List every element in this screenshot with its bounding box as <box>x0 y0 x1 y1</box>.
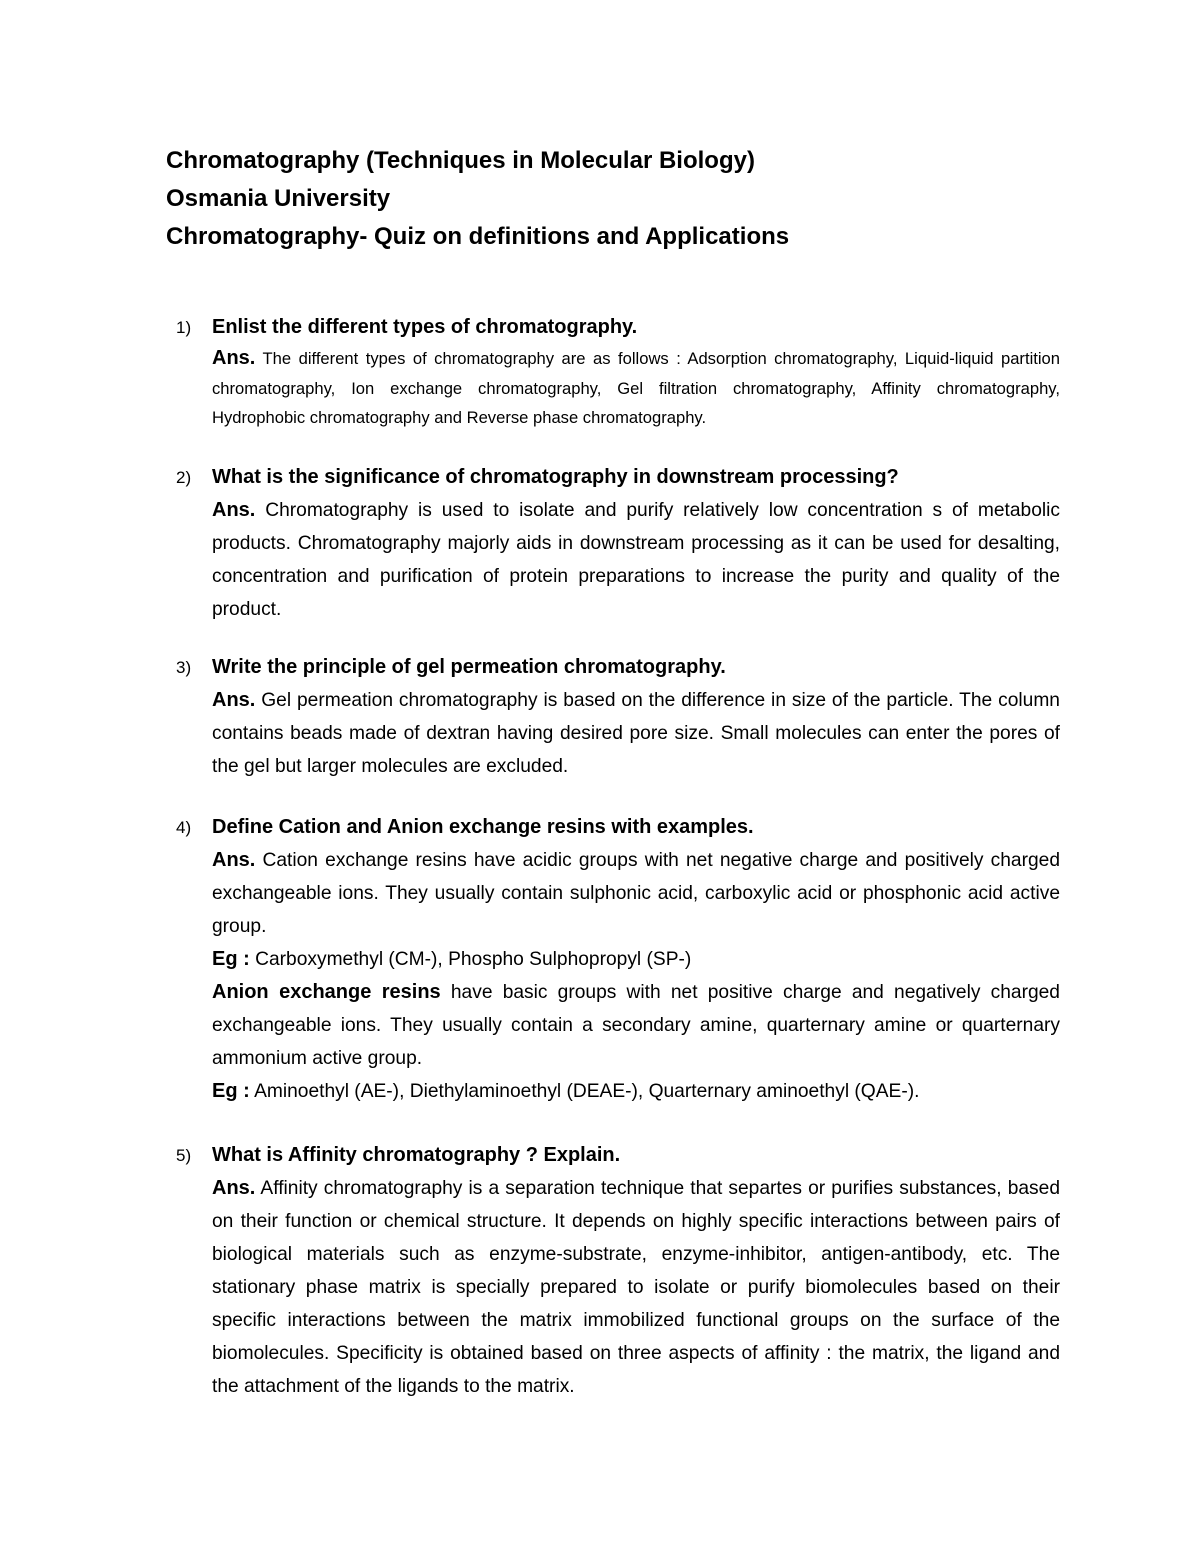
answer-text <box>166 494 1060 626</box>
quiz-subtitle: Chromatography- Quiz on definitions and Applications <box>166 223 790 250</box>
answer-body: Cation exchange resins have acidic groups with net negative charge and positively charged exchangeable ions. They usually contain sulphonic acid, carboxylic acid or phosphonic acid active group. <box>212 850 1060 937</box>
anion-example <box>212 1075 1060 1108</box>
question-number: 2) <box>176 468 192 487</box>
question-heading <box>166 461 1060 494</box>
question-heading <box>166 811 1060 844</box>
question-number: 3) <box>176 658 192 677</box>
answer-text <box>166 844 1060 1108</box>
answer-label: Ans. <box>212 499 256 521</box>
answer-label: Ans. <box>212 347 256 369</box>
answer-body: Gel permeation chromatography is based on the difference in size of the particle. The column contains beads made of dextran having desired pore size. Small molecules can enter the pores of the gel but larger molecules are excluded. <box>212 690 1060 777</box>
question-title: What is Affinity chromatography ? Explain. <box>212 1144 621 1166</box>
cation-example <box>212 943 1060 976</box>
question-1 <box>166 311 1060 433</box>
question-2 <box>166 461 1060 626</box>
question-5 <box>166 1139 1060 1403</box>
answer-text <box>166 1172 1060 1403</box>
question-number: 5) <box>176 1146 192 1165</box>
answer-text <box>166 684 1060 783</box>
question-4 <box>166 811 1060 1108</box>
anion-paragraph <box>212 976 1060 1075</box>
university-name: Osmania University <box>166 185 391 212</box>
question-heading <box>166 651 1060 684</box>
question-heading <box>166 311 1060 344</box>
question-heading <box>166 1139 1060 1172</box>
example-body: Aminoethyl (AE-), Diethylaminoethyl (DEAE-), Quarternary aminoethyl (QAE-). <box>254 1081 920 1102</box>
question-number: 4) <box>176 818 192 837</box>
answer-label: Ans. <box>212 849 256 871</box>
answer-label: Ans. <box>212 689 256 711</box>
answer-text <box>166 344 1060 433</box>
anion-term: Anion exchange resins <box>212 981 441 1003</box>
example-body: Carboxymethyl (CM-), Phospho Sulphopropyl (SP-) <box>255 949 692 970</box>
answer-body: Chromatography is used to isolate and purify relatively low concentration s of metabolic products. Chromatography majorly aids in downstream processing as it can be used for desalting, concentration and purification of protein preparations to increase the purity and quality of the product. <box>212 500 1060 620</box>
question-title: What is the significance of chromatography in downstream processing? <box>212 466 899 488</box>
question-title: Define Cation and Anion exchange resins with examples. <box>212 816 754 838</box>
answer-body: Affinity chromatography is a separation technique that separtes or purifies substances, based on their function or chemical structure. It depends on highly specific interactions between pairs of biological materials such as enzyme-substrate, enzyme-inhibitor, antigen-antibody, etc. The stationary phase matrix is specially prepared to isolate or purify biomolecules based on their specific interactions between the matrix immobilized functional groups on the surface of the biomolecules. Specificity is obtained based on three aspects of affinity : the matrix, the ligand and the attachment of the ligands to the matrix. <box>212 1178 1060 1397</box>
document-header <box>166 142 1066 256</box>
example-label: Eg : <box>212 1080 250 1102</box>
question-number: 1) <box>176 318 192 337</box>
cation-paragraph <box>212 844 1060 943</box>
anion-body: have basic groups with net positive charge and negatively charged exchangeable ions. They usually contain a secondary amine, quarternary amine or quarternary ammonium active group. <box>212 982 1060 1069</box>
answer-label: Ans. <box>212 1177 256 1199</box>
question-title: Enlist the different types of chromatography. <box>212 316 638 338</box>
question-title: Write the principle of gel permeation chromatography. <box>212 656 726 678</box>
answer-body: The different types of chromatography are as follows : Adsorption chromatography, Liquid-liquid partition chromatography, Ion exchange chromatography, Gel filtration chromatography, Affinity chromatography, Hydrophobic chromatography and Reverse phase chromatography. <box>212 349 1061 427</box>
question-3 <box>166 651 1060 783</box>
document-title: Chromatography (Techniques in Molecular Biology) <box>166 147 755 174</box>
example-label: Eg : <box>212 948 250 970</box>
